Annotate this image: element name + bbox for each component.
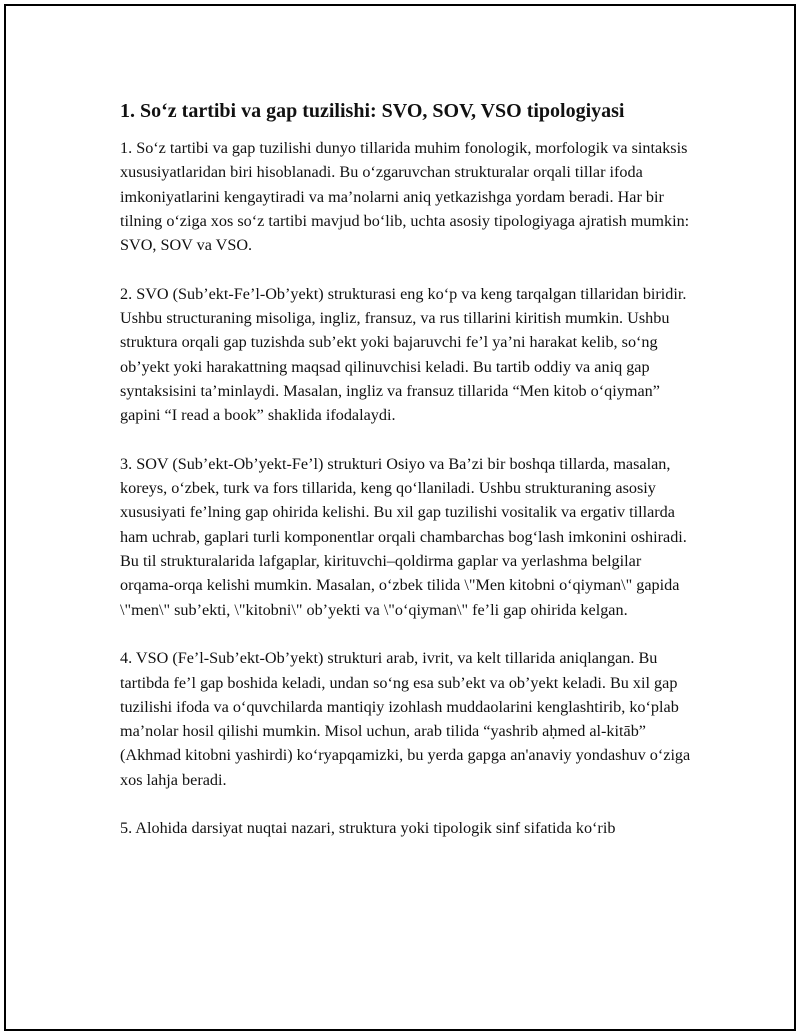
paragraph-2: 2. SVO (Sub’ekt-Fe’l-Ob’yekt) strukturasi eng ko‘p va keng tarqalgan tillaridan biridir. Ushbu structuraning misoliga, ingliz, fransuz, va rus tillarini kiritish mumkin. Ushbu struktura orqali gap tuzishda sub’ekt yoki bajaruvchi fe’l ya’ni harakat kelib, so‘ng ob’yekt yoki harakattning maqsad qilinuvchisi keladi. Bu tartib oddiy va aniq gap syntaksisini ta’minlaydi. Masalan, ingliz va fransuz tillarida “Men kitob o‘qiyman” gapini “I read a book” shaklida ifodalaydi. <box>120 284 687 425</box>
paragraph-5: 5. Alohida darsiyat nuqtai nazari, struktura yoki tipologik sinf sifatida ko‘rib <box>120 819 616 838</box>
paragraph-4: 4. VSO (Fe’l-Sub’ekt-Ob’yekt) strukturi arab, ivrit, va kelt tillarida aniqlangan. Bu tartibda fe’l gap boshida keladi, undan so‘ng esa sub’ekt va ob’yekt keladi. Bu xil gap tuzilishi ifoda va o‘quvchilarda mantiqiy izohlash muddaolarini kenglashtirib, ko‘plab ma’nolar hosil qilishi mumkin. Misol uchun, arab tilida “yashrib aḥmed al-kitāb” (Akhmad kitobni yashirdi) ko‘ryapqamizki, bu yerda gapga an'anaviy yondashuv o‘ziga xos lahja beradi. <box>120 649 691 789</box>
paragraph-3: 3. SOV (Sub’ekt-Ob’yekt-Fe’l) strukturi Osiyo va Ba’zi bir boshqa tillarda, masalan, koreys, o‘zbek, turk va fors tillarida, keng qo‘llaniladi. Ushbu strukturaning asosiy xususiyati fe’lning gap ohirida kelishi. Bu xil gap tuzilishi vositalik va ergativ tillarda ham uchrab, gaplari turli komponentlar orqali chambarchas bog‘lash imkonini oshiradi. Bu til strukturalarida lafgaplar, kirituvchi–qoldirma gaplar va yerlashma belgilar orqama-orqa kelishi mumkin. Masalan, o‘zbek tilida \"Men kitobni o‘qiyman\" gapida \"men\" sub’ekti, \"kitobni\" ob’yekti va \"o‘qiyman\" fe’li gap ohirida kelgan. <box>120 454 687 619</box>
paragraph-1: 1. So‘z tartibi va gap tuzilishi dunyo tillarida muhim fonologik, morfologik va sintaksis xususiyatlaridan biri hisoblanadi. Bu o‘zgaruvchan strukturalar orqali tillar ifoda imkoniyatlarini kengaytiradi va ma’nolarni aniq yetkazishga yordam beradi. Har bir tilning o‘ziga xos so‘z tartibi mavjud bo‘lib, uchta asosiy tipologiyaga ajratish mumkin: SVO, SOV va VSO. <box>120 139 690 255</box>
section-heading: 1. So‘z tartibi va gap tuzilishi: SVO, SOV, VSO tipologiyasi <box>120 100 625 122</box>
document-body <box>120 98 695 865</box>
page-frame <box>4 4 796 1031</box>
